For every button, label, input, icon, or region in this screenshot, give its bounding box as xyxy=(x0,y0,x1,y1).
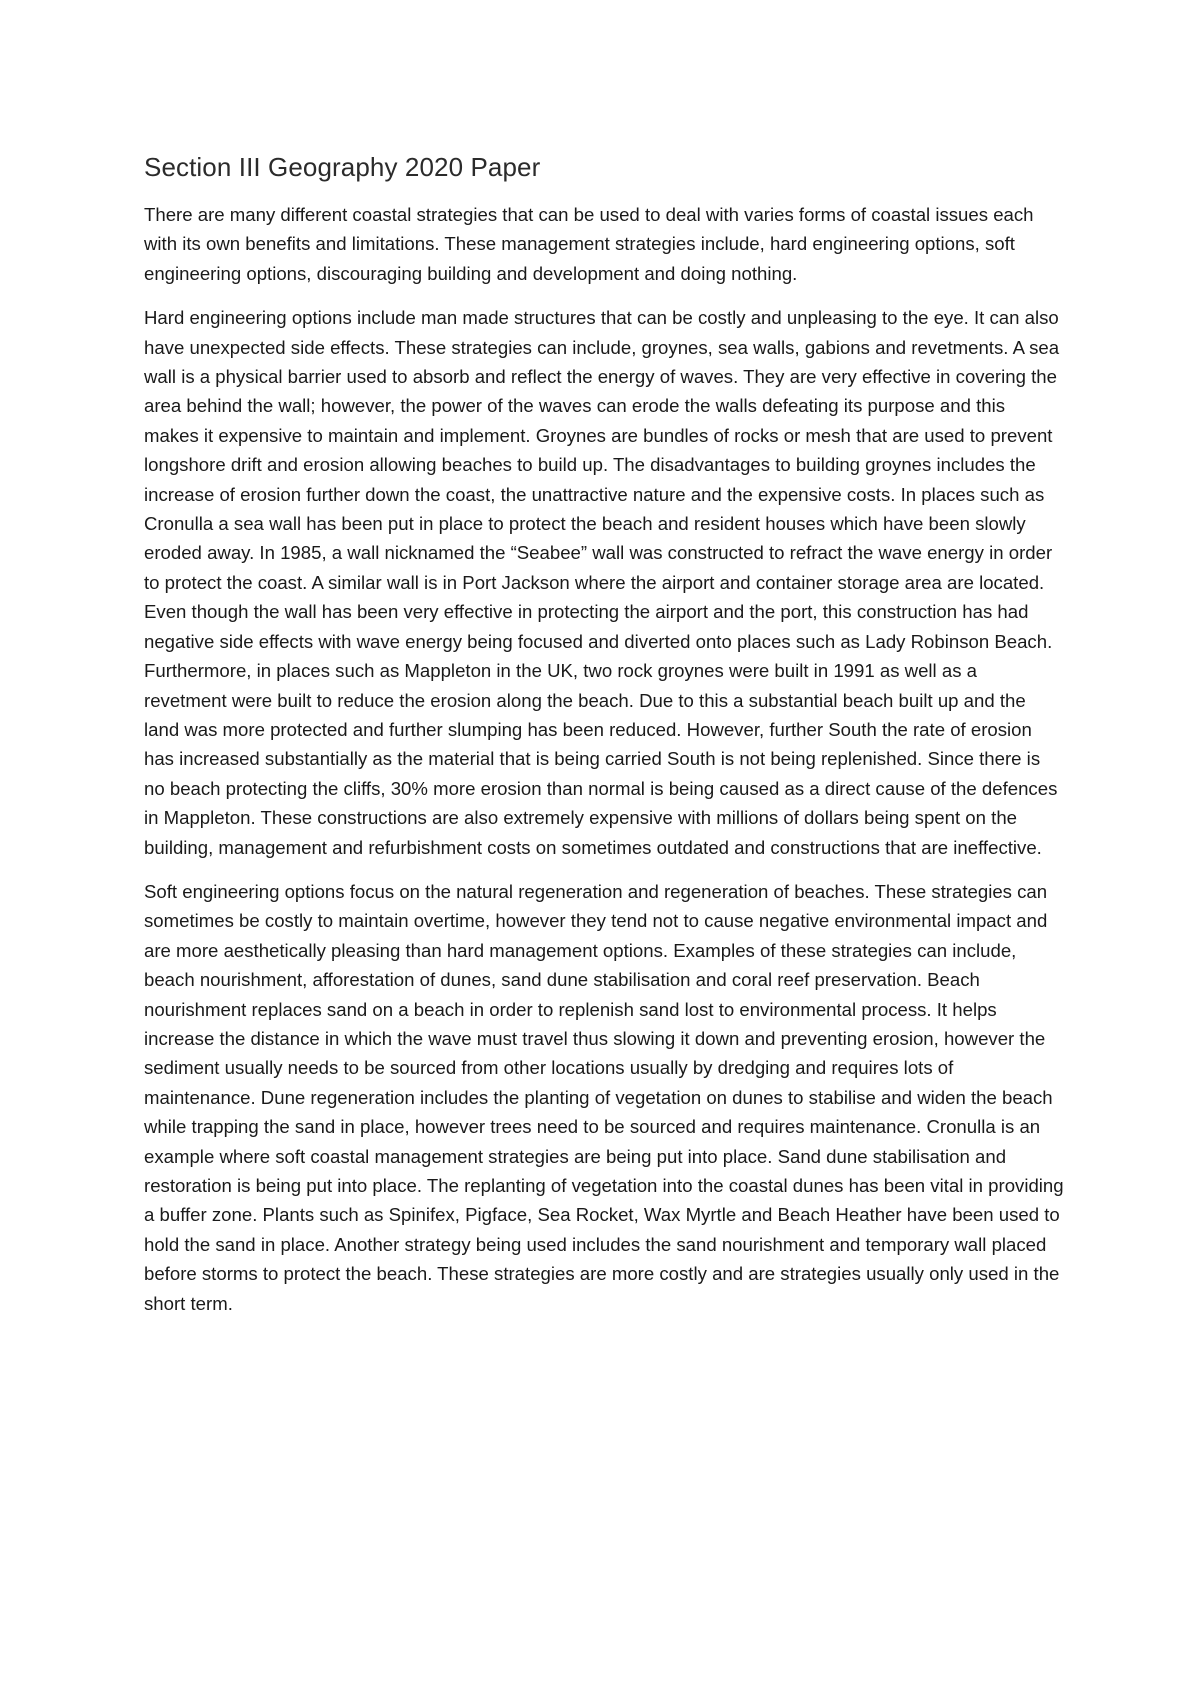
page-title: Section III Geography 2020 Paper xyxy=(144,152,541,182)
paragraph-intro: There are many different coastal strategies that can be used to deal with varies forms of coastal issues each with its own benefits and limitations. These management strategies include, hard engineering options, soft engineering options, discouraging building and development and doing nothing. xyxy=(144,204,1034,284)
document-body xyxy=(144,150,1064,1333)
paragraph-hard-engineering: Hard engineering options include man made structures that can be costly and unpleasing to the eye. It can also have unexpected side effects. These strategies can include, groynes, sea walls, gabions and revetments. A sea wall is a physical barrier used to absorb and reflect the energy of waves. They are very effective in covering the area behind the wall; however, the power of the waves can erode the walls defeating its purpose and this makes it expensive to maintain and implement. Groynes are bundles of rocks or mesh that are used to prevent longshore drift and erosion allowing beaches to build up. The disadvantages to building groynes includes the increase of erosion further down the coast, the unattractive nature and the expensive costs. In places such as Cronulla a sea wall has been put in place to protect the beach and resident houses which have been slowly eroded away. In 1985, a wall nicknamed the “Seabee” wall was constructed to refract the wave energy in order to protect the coast. A similar wall is in Port Jackson where the airport and container storage area are located. Even though the wall has been very effective in protecting the airport and the port, this construction has had negative side effects with wave energy being focused and diverted onto places such as Lady Robinson Beach. Furthermore, in places such as Mappleton in the UK, two rock groynes were built in 1991 as well as a revetment were built to reduce the erosion along the beach. Due to this a substantial beach built up and the land was more protected and further slumping has been reduced. However, further South the rate of erosion has increased substantially as the material that is being carried South is not being replenished. Since there is no beach protecting the cliffs, 30% more erosion than normal is being caused as a direct cause of the defences in Mappleton. These constructions are also extremely expensive with millions of dollars being spent on the building, management and refurbishment costs on sometimes outdated and constructions that are ineffective. xyxy=(144,307,1060,858)
paragraph-soft-engineering: Soft engineering options focus on the natural regeneration and regeneration of beaches. These strategies can sometimes be costly to maintain overtime, however they tend not to cause negative environmental impact and are more aesthetically pleasing than hard management options. Examples of these strategies can include, beach nourishment, afforestation of dunes, sand dune stabilisation and coral reef preservation. Beach nourishment replaces sand on a beach in order to replenish sand lost to environmental process. It helps increase the distance in which the wave must travel thus slowing it down and preventing erosion, however the sediment usually needs to be sourced from other locations usually by dredging and requires lots of maintenance. Dune regeneration includes the planting of vegetation on dunes to stabilise and widen the beach while trapping the sand in place, however trees need to be sourced and requires maintenance. Cronulla is an example where soft coastal management strategies are being put into place. Sand dune stabilisation and restoration is being put into place. The replanting of vegetation into the coastal dunes has been vital in providing a buffer zone. Plants such as Spinifex, Pigface, Sea Rocket, Wax Myrtle and Beach Heather have been used to hold the sand in place. Another strategy being used includes the sand nourishment and temporary wall placed before storms to protect the beach. These strategies are more costly and are strategies usually only used in the short term. xyxy=(144,880,1064,1314)
